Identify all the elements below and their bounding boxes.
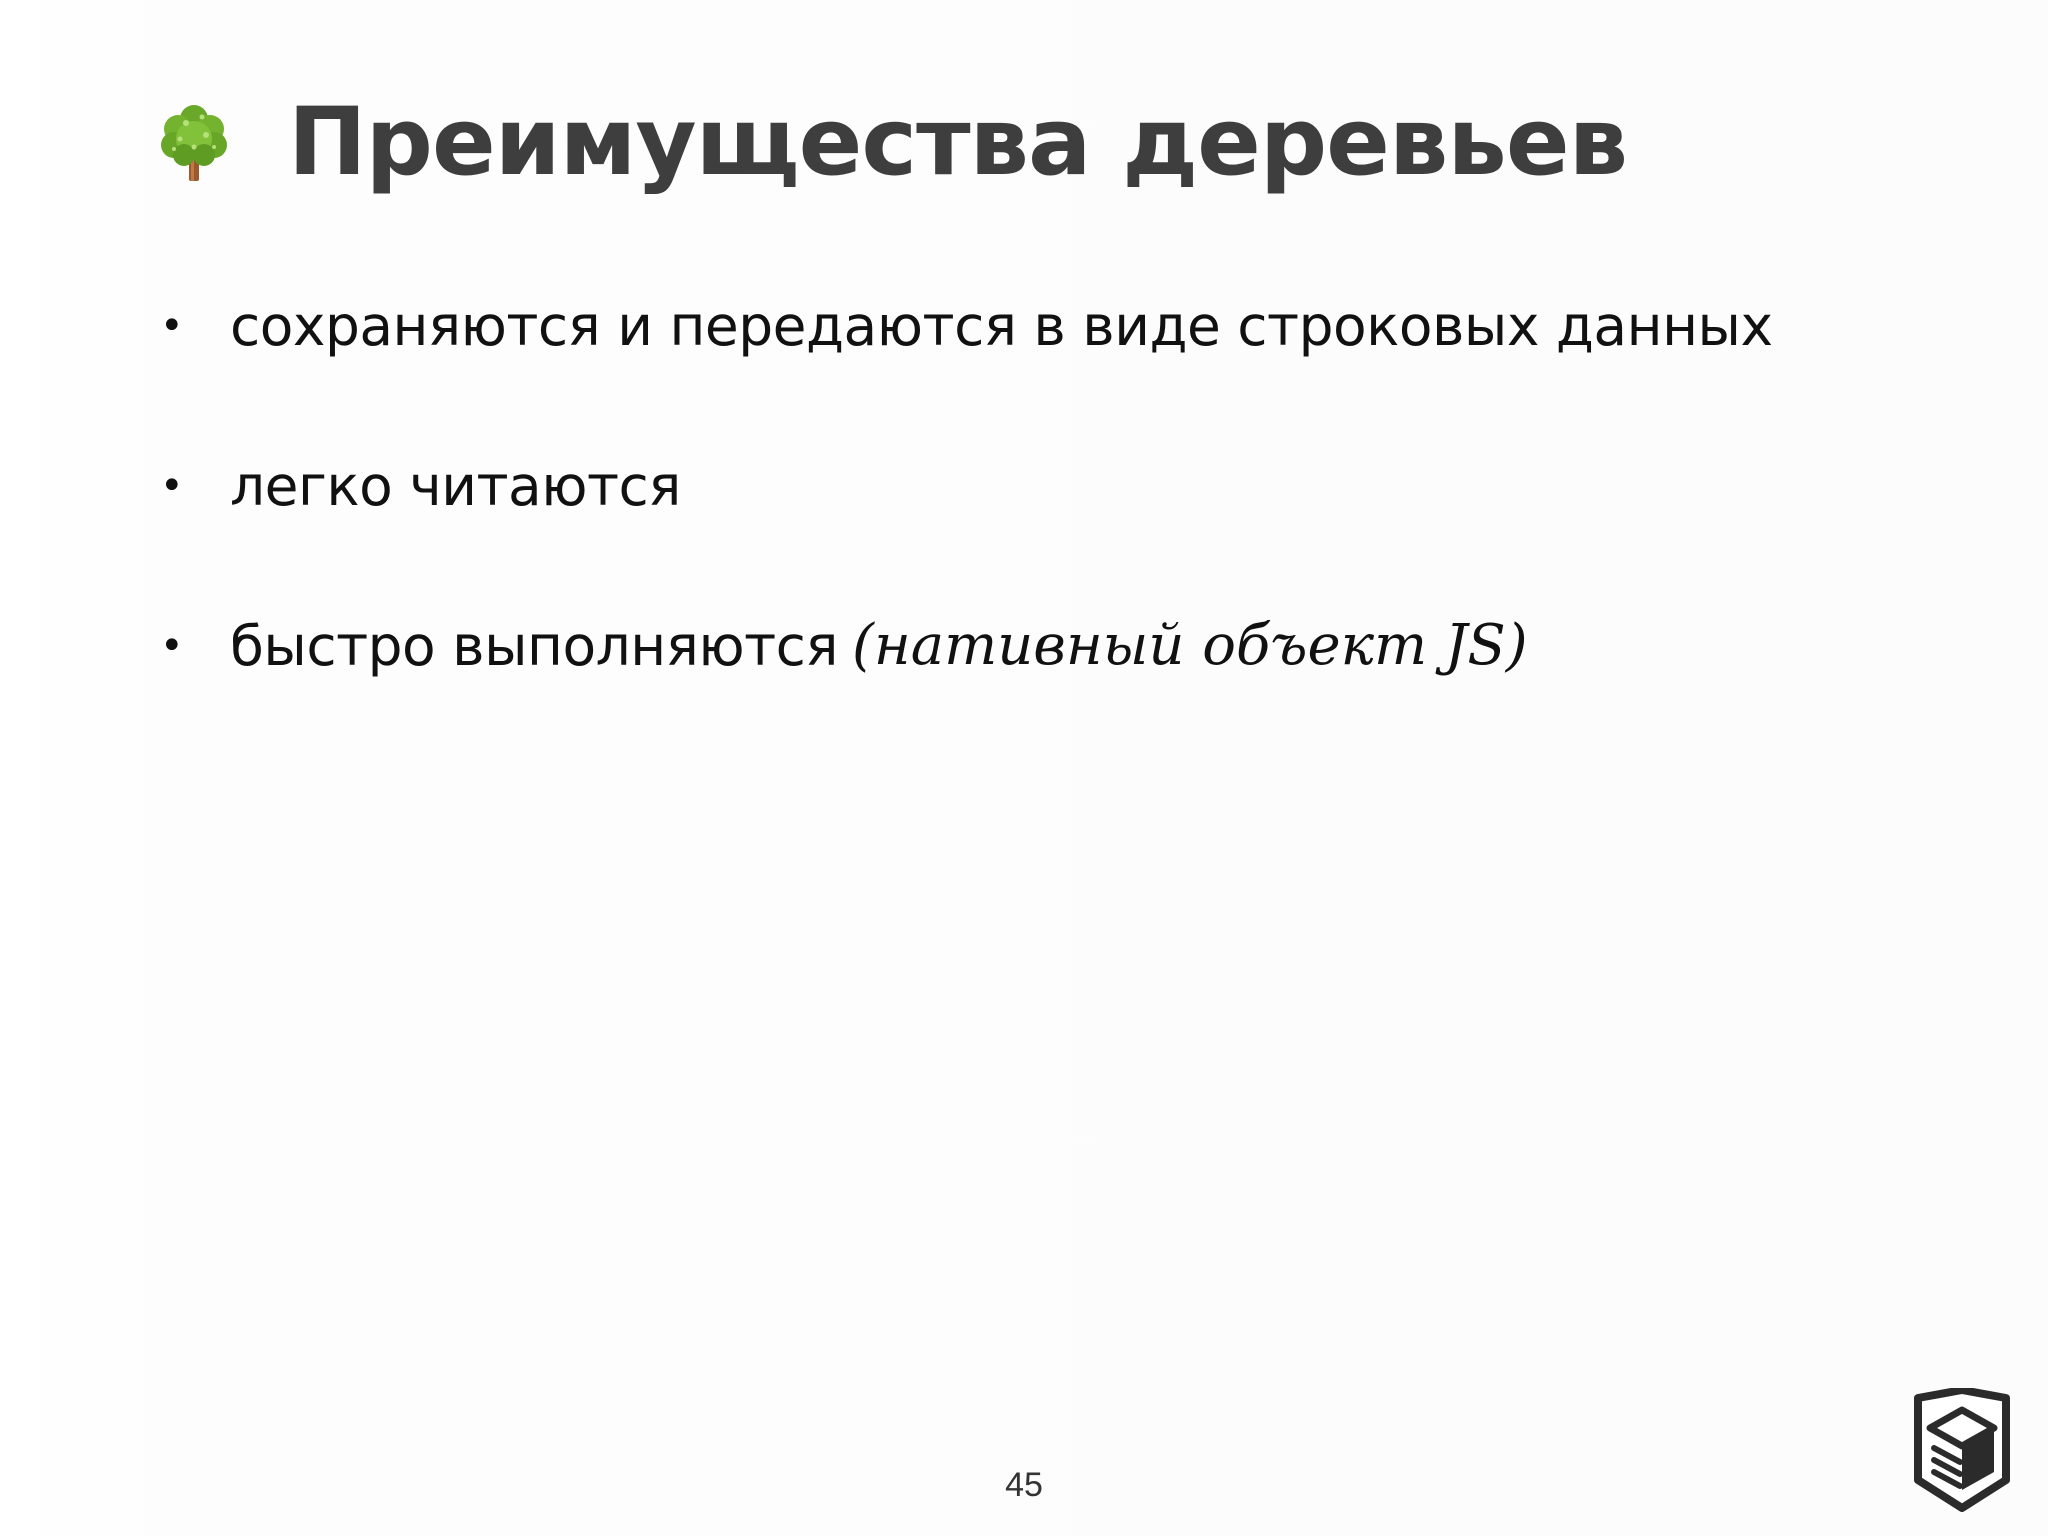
- title-row: [160, 88, 1627, 198]
- bullet-text: легко читаются: [230, 454, 681, 518]
- page-title: Преимущества деревьев: [288, 88, 1628, 197]
- shield-logo-icon: [1912, 1388, 2012, 1512]
- list-item: [160, 610, 1773, 770]
- list-item: [160, 290, 1773, 450]
- list-item: [160, 450, 1773, 610]
- bullet-list: [160, 290, 1773, 770]
- bullet-dot-icon: •: [160, 463, 184, 509]
- bullet-text: сохраняются и передаются в виде строковых данных: [230, 294, 1773, 358]
- deciduous-tree-icon: [160, 103, 228, 183]
- bullet-dot-icon: •: [160, 623, 184, 669]
- page-number: 45: [1005, 1466, 1043, 1504]
- bullet-text: быстро выполняются: [230, 614, 838, 678]
- bullet-emphasis: (нативный объект JS): [851, 613, 1528, 678]
- bullet-dot-icon: •: [160, 303, 184, 349]
